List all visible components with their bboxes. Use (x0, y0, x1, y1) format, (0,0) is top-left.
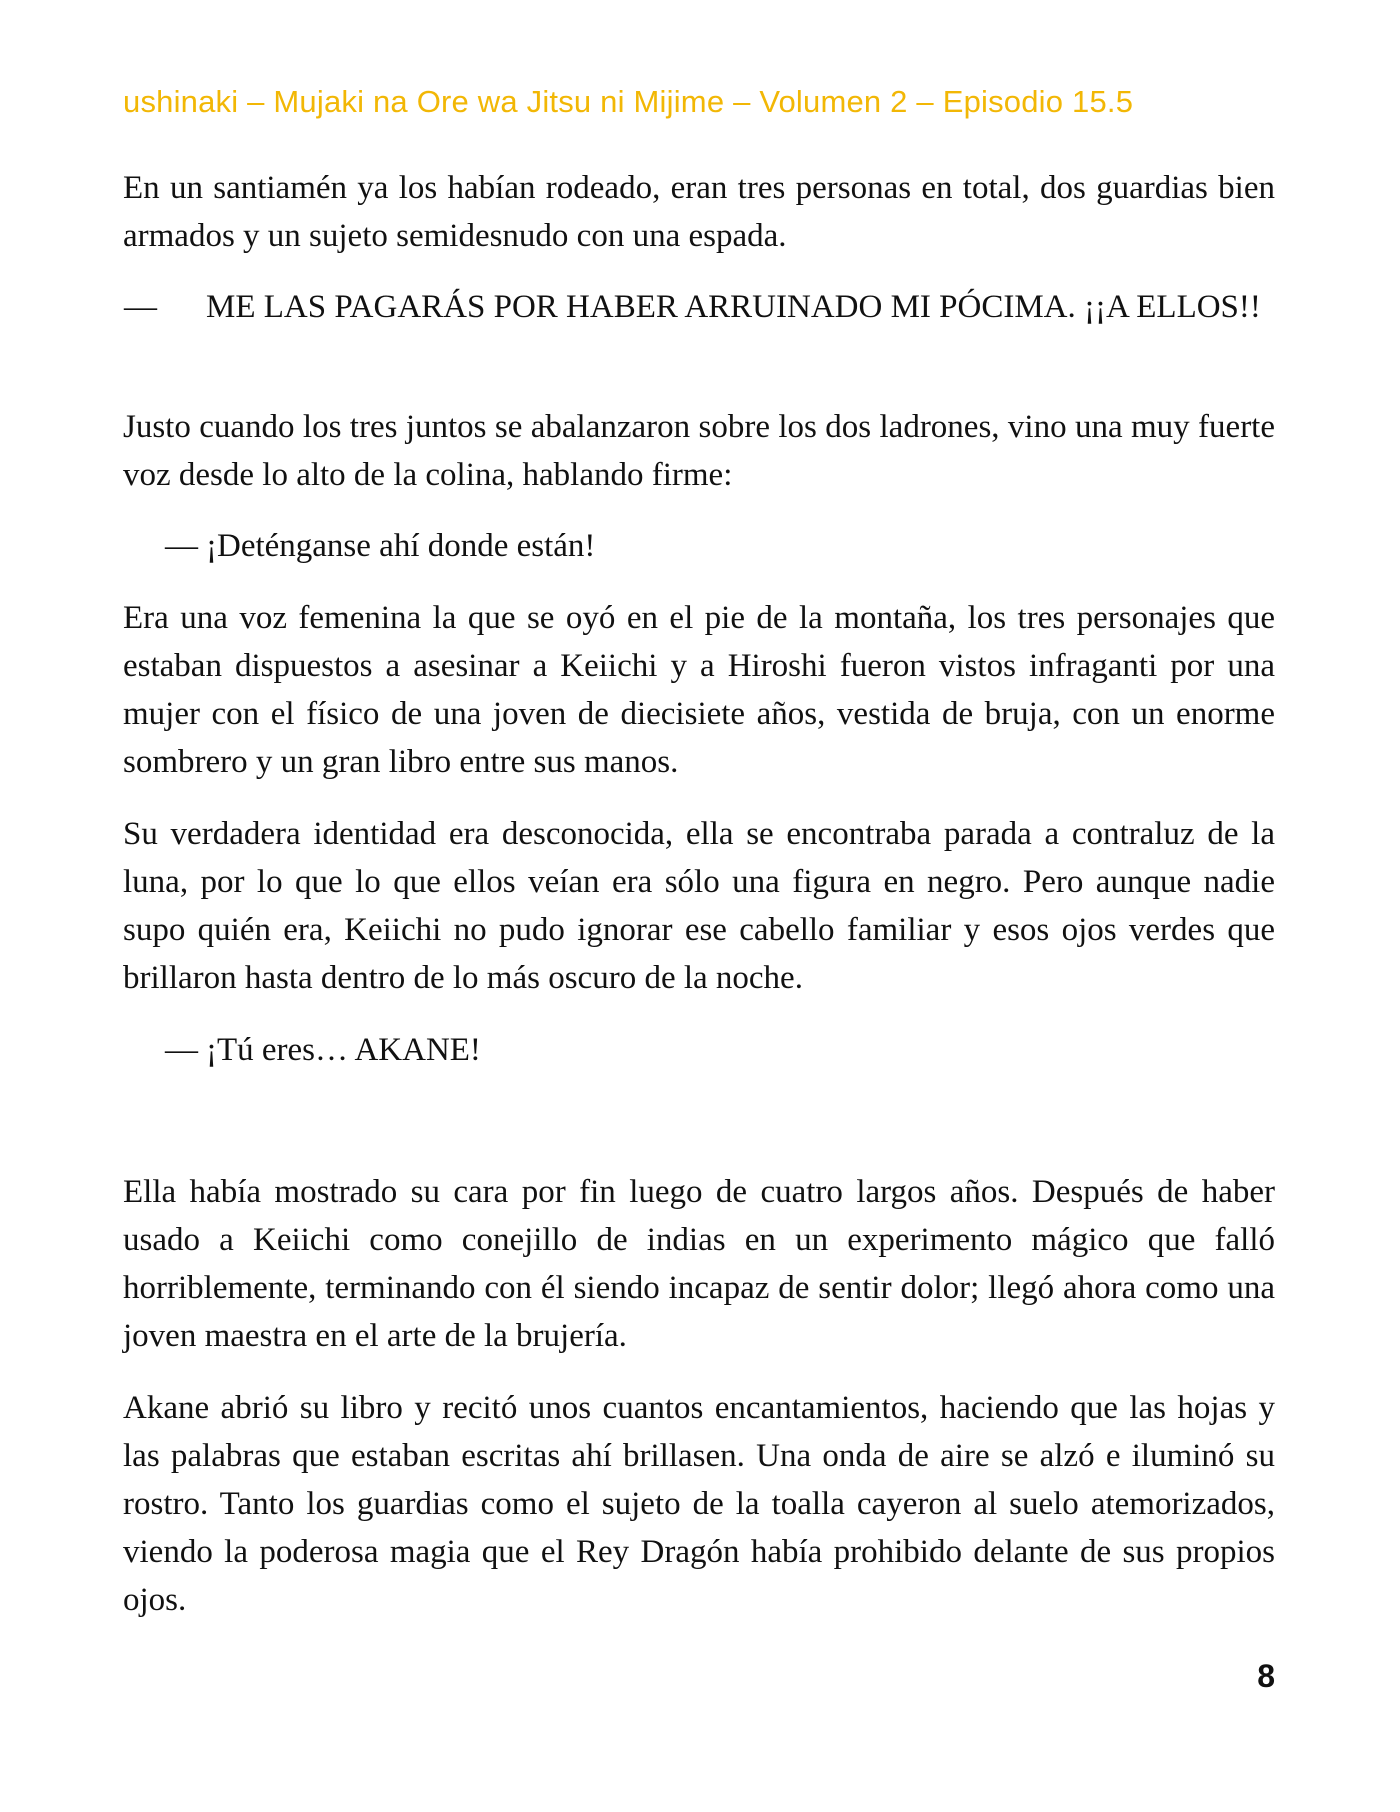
paragraph-4: Su verdadera identidad era desconocida, ella se encontraba parada a contraluz de la luna, por lo que lo que ellos veían era sólo una figura en negro. Pero aunque nadie supo quién era, Keiichi no pudo ignorar ese cabello familiar y esos ojos verdes que brillaron hasta dentro de lo más oscuro de la noche. (123, 816, 1275, 996)
dialogue-dash: — (124, 289, 157, 325)
dialogue-text: ¡Deténganse ahí donde están! (206, 528, 596, 564)
dialogue-dash: — (165, 528, 198, 564)
paragraph-5: Ella había mostrado su cara por fin luego de cuatro largos años. Después de haber usado a Keiichi como conejillo de indias en un experimento mágico que falló horriblemente, terminando con él siendo incapaz de sentir dolor; llegó ahora como una joven maestra en el arte de la brujería. (123, 1174, 1275, 1354)
running-header: ushinaki – Mujaki na Ore wa Jitsu ni Mijime – Volumen 2 – Episodio 15.5 (123, 84, 1134, 119)
dialogue-dash: — (165, 1032, 198, 1068)
paragraph-6: Akane abrió su libro y recitó unos cuantos encantamientos, haciendo que las hojas y las palabras que estaban escritas ahí brillasen. Una onda de aire se alzó e iluminó su rostro. Tanto los guardias como el sujeto de la toalla cayeron al suelo atemorizados, viendo la poderosa magia que el Rey Dragón había prohibido delante de sus propios ojos. (123, 1390, 1275, 1618)
paragraph-2: Justo cuando los tres juntos se abalanzaron sobre los dos ladrones, vino una muy fuerte voz desde lo alto de la colina, hablando firme: (123, 409, 1275, 493)
dialogue-3 (165, 1026, 1275, 1074)
dialogue-text: ME LAS PAGARÁS POR HABER ARRUINADO MI PÓCIMA. ¡¡A ELLOS!! (206, 289, 1261, 325)
paragraph-3: Era una voz femenina la que se oyó en el pie de la montaña, los tres personajes que estaban dispuestos a asesinar a Keiichi y a Hiroshi fueron vistos infraganti por una mujer con el físico de una joven de diecisiete años, vestida de bruja, con un enorme sombrero y un gran libro entre sus manos. (123, 600, 1275, 780)
dialogue-text: ¡Tú eres… AKANE! (206, 1032, 481, 1068)
dialogue-2 (165, 522, 1275, 570)
dialogue-1 (124, 283, 1275, 331)
paragraph-1: En un santiamén ya los habían rodeado, eran tres personas en total, dos guardias bien armados y un sujeto semidesnudo con una espada. (123, 170, 1275, 254)
page-number: 8 (1257, 1658, 1275, 1694)
